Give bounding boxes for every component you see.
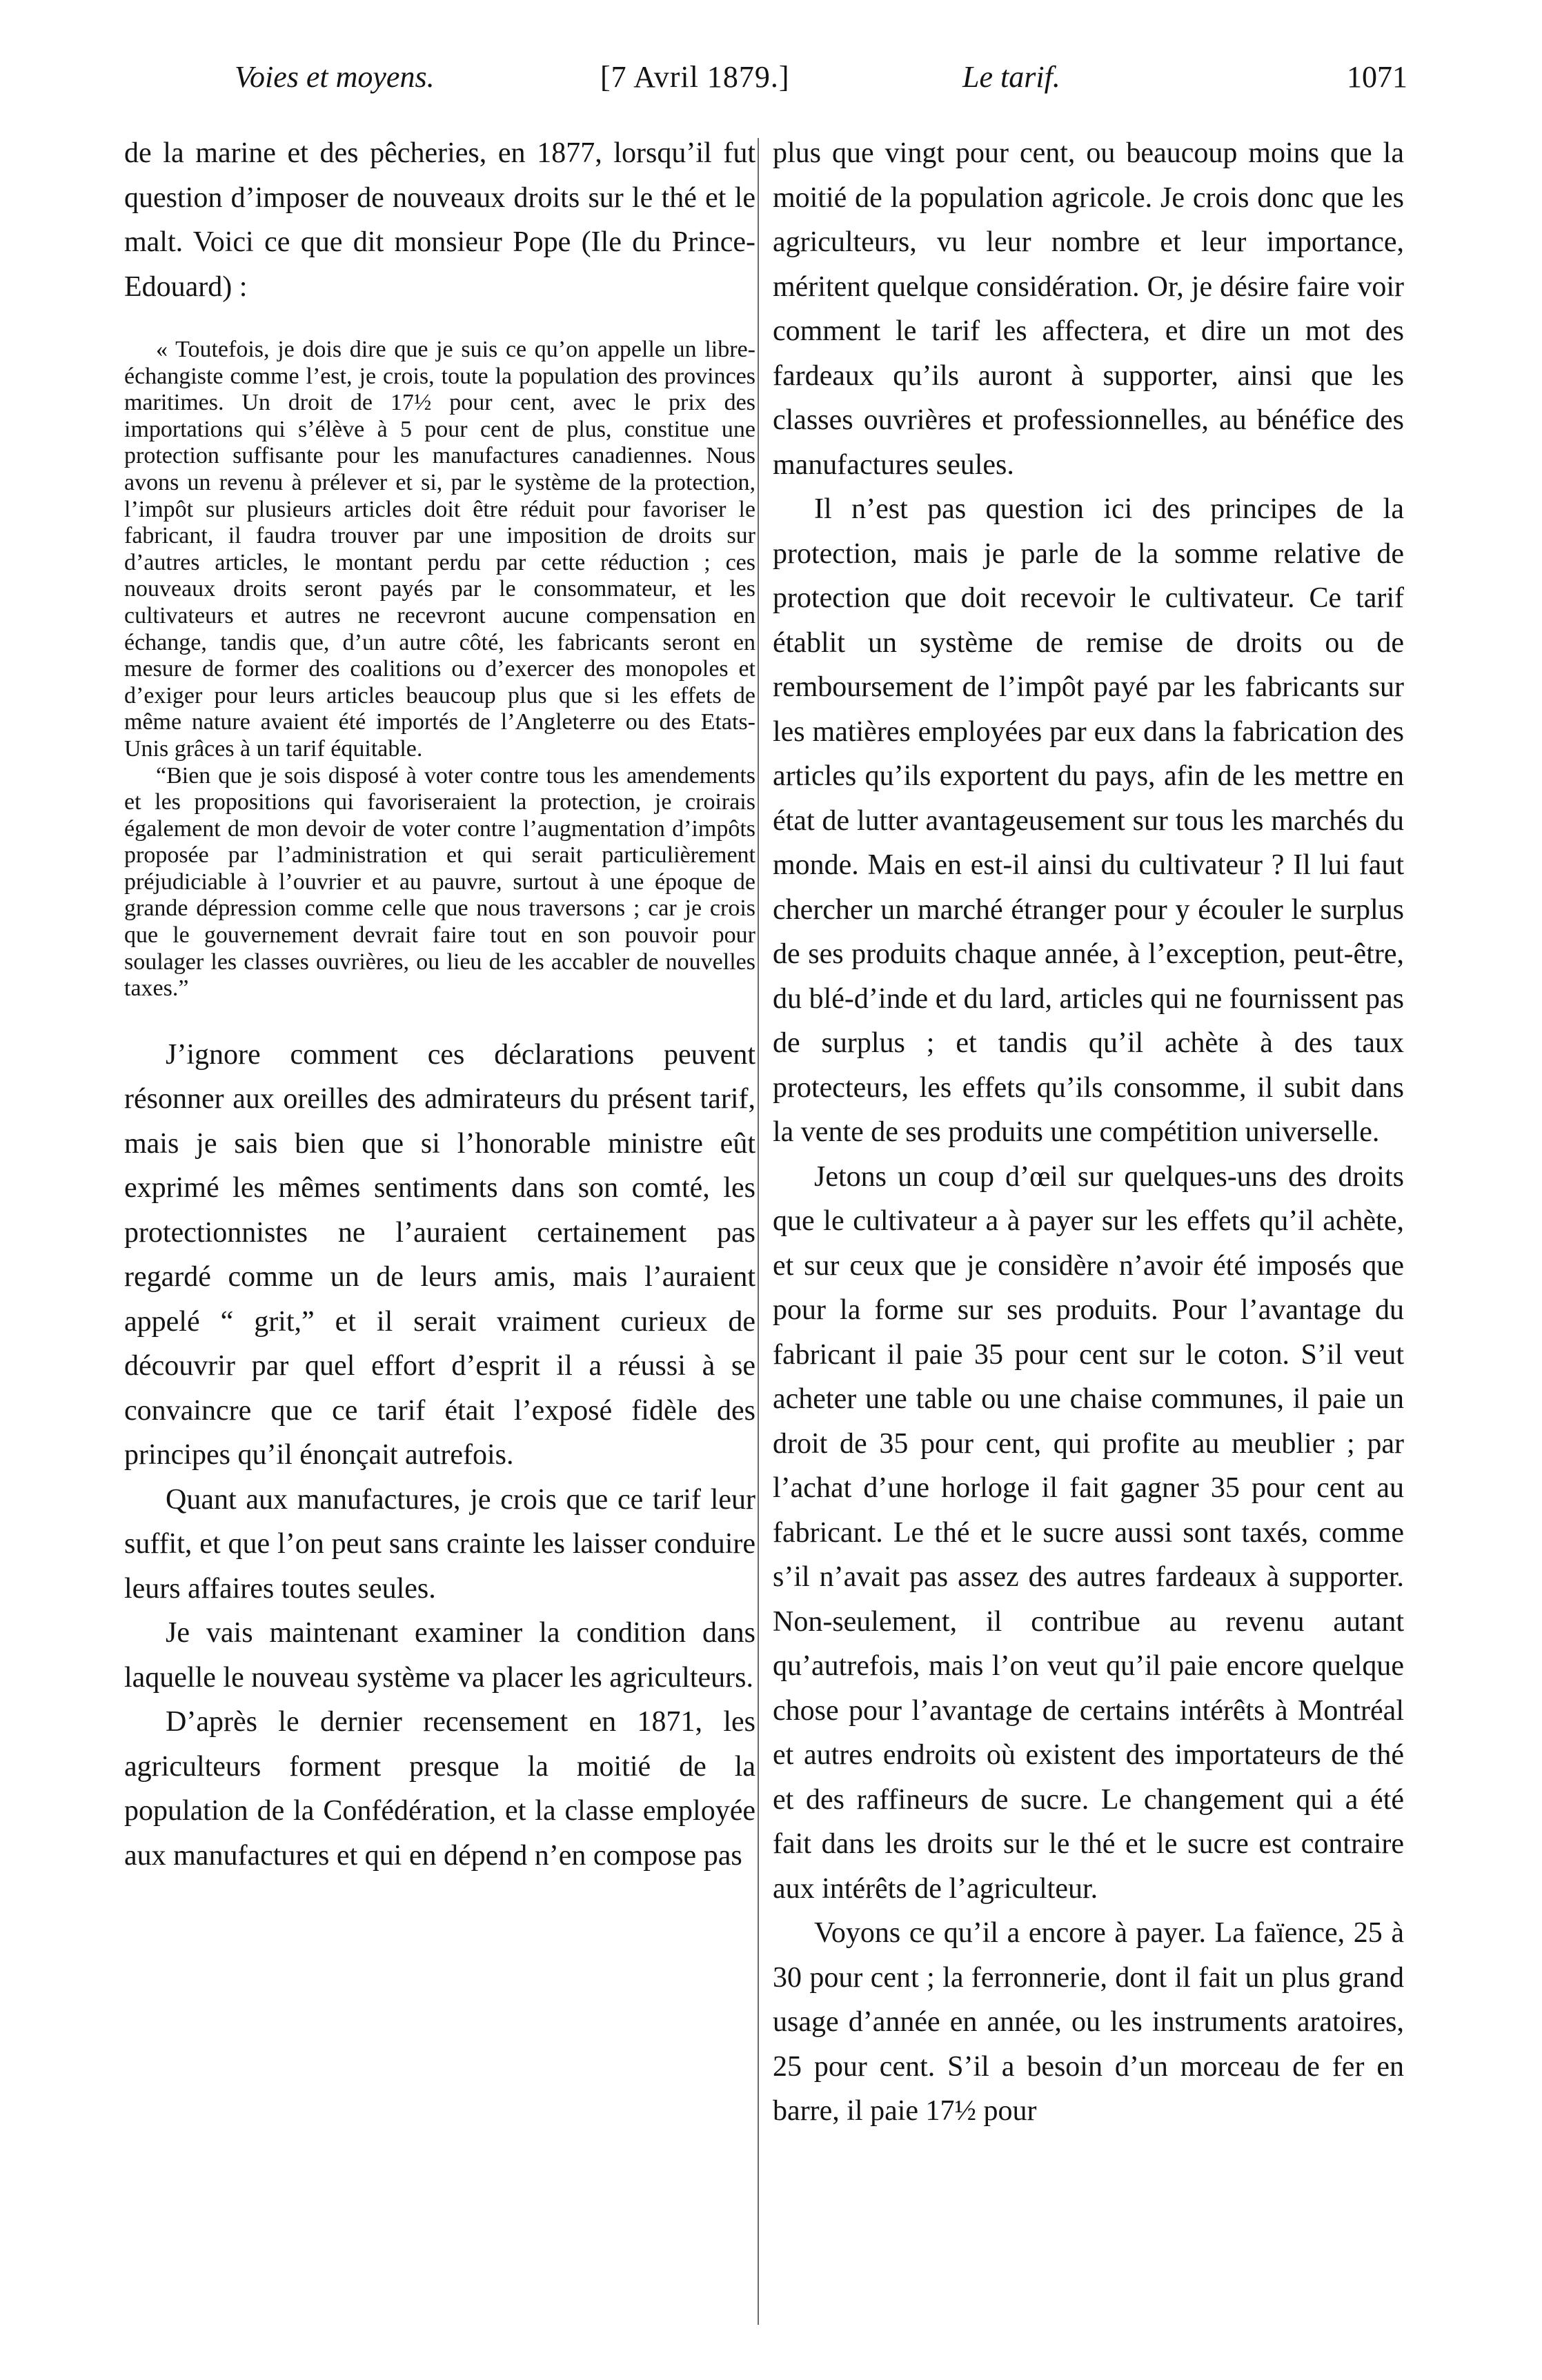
running-header: [235, 50, 1407, 105]
right-column: [773, 131, 1404, 2134]
paragraph: Voyons ce qu’il a encore à payer. La faïence, 25 à 30 pour cent ; la ferronnerie, dont il fait un plus grand usage d’année en année, ou les instruments aratoires, 25 pour cent. S’il a besoin d’un morceau de fer en barre, il paie 17½ pour: [773, 1917, 1404, 2127]
paragraph: D’après le dernier recensement en 1871, les agriculteurs forment presque la moitié de la population de la Confédération, et la classe employée aux manufactures et qui en dépend n’en compose pas: [124, 1706, 755, 1872]
paragraph: Quant aux manufactures, je crois que ce tarif leur suffit, et que l’on peut sans crainte les laisser conduire leurs affaires toutes seules.: [124, 1483, 755, 1605]
page-number: 1071: [1347, 60, 1407, 94]
section-title: Voies et moyens.: [235, 60, 435, 94]
quotation: “Bien que je sois disposé à voter contre tous les amendements et les propositions qui favoriseraient la protection, je croirais également de mon devoir de voter contre l’augmentation d’impôts proposée par l’administration et qui serait particulièrement préjudiciable à l’ouvrier et au pauvre, surtout à une époque de grande dépression comme celle que nous traversons ; car je crois que le gouvernement devrait faire tout en son pouvoir pour soulager les classes ouvrières, ou lieu de les accabler de nouvelles taxes.”: [124, 762, 755, 1002]
left-column: [124, 131, 755, 1878]
paragraph: plus que vingt pour cent, ou beaucoup moins que la moitié de la population agricole. Je crois donc que les agriculteurs, vu leur nombre et leur importance, méritent quelque considération. Or, je désire faire voir comment le tarif les affectera, et dire un mot des fardeaux qu’ils auront à supporter, ainsi que les classes ouvrières et professionnelles, au bénéfice des manufactures seules.: [773, 137, 1404, 481]
paragraph: Jetons un coup d’œil sur quelques-uns des droits que le cultivateur a à payer sur les effets qu’il achète, et sur ceux que je considère n’avoir été imposés que pour la forme sur ses produits. Pour l’avantage du fabricant il paie 35 pour cent sur le coton. S’il veut acheter une table ou une chaise communes, il paie un droit de 35 pour cent, qui profite au meublier ; par l’achat d’une horloge il fait gagner 35 pour cent au fabricant. Le thé et le sucre aussi sont taxés, comme s’il n’avait pas assez des autres fardeaux à supporter. Non-seulement, il contribue au revenu autant qu’autrefois, mais l’on veut qu’il paie encore quelque chose pour l’avantage de certains intérêts à Montréal et autres endroits où existent des importateurs de thé et des raffineurs de sucre. Le changement qui a été fait dans les droits sur le thé et le sucre est contraire aux intérêts de l’agriculteur.: [773, 1160, 1404, 1905]
quotation: « Toutefois, je dois dire que je suis ce qu’on appelle un libre-échangiste comme l’est, je crois, toute la population des provinces maritimes. Un droit de 17½ pour cent, avec le prix des importations qui s’élève à 5 pour cent de plus, constitue une protection suffisante pour les manufactures canadiennes. Nous avons un revenu à prélever et si, par le système de la protection, l’impôt sur plusieurs articles doit être réduit pour favoriser le fabricant, il faudra trouver par une imposition de droits sur d’autres articles, le montant perdu par cette réduction ; ces nouveaux droits seront payés par le consommateur, et les cultivateurs et autres ne recevront aucune compensation en échange, tandis que, d’un autre côté, les fabricants seront en mesure de former des coalitions ou d’exercer des monopoles et d’exiger pour leurs articles beaucoup plus que si les effets de même nature avaient été importés de l’Angleterre ou des Etats-Unis grâces à un tarif équitable.: [124, 337, 755, 762]
paragraph: Il n’est pas question ici des principes de la protection, mais je parle de la somme relative de protection que doit recevoir le cultivateur. Ce tarif établit un système de remise de droits ou de remboursement de l’impôt payé par les fabricants sur les matières employées par eux dans la fabrication des articles qu’ils exportent du pays, afin de les mettre en état de lutter avantageusement sur tous les marchés du monde. Mais en est-il ainsi du cultivateur ? Il lui faut chercher un marché étranger pour y écouler le surplus de ses produits chaque année, à l’exception, peut-être, du blé-d’inde et du lard, articles qui ne fournissent pas de surplus ; et tandis qu’il achète à des taux protecteurs, les effets qu’ils consomme, il subit dans la vente de ses produits une compétition universelle.: [773, 493, 1404, 1148]
column-divider: [758, 138, 759, 2325]
paragraph: J’ignore comment ces déclarations peuvent résonner aux oreilles des admirateurs du présent tarif, mais je sais bien que si l’honorable ministre eût exprimé les mêmes sentiments dans son comté, les protectionnistes ne l’auraient certainement pas regardé comme un de leurs amis, mais l’auraient appelé “ grit,” et il serait vraiment curieux de découvrir par quel effort d’esprit il a réussi à se convaincre que ce tarif était l’exposé fidèle des principes qu’il énonçait autrefois.: [124, 1038, 755, 1471]
date-heading: [7 Avril 1879.]: [600, 60, 790, 94]
paragraph: Je vais maintenant examiner la condition dans laquelle le nouveau système va placer les agriculteurs.: [124, 1617, 755, 1694]
topic-title: Le tarif.: [962, 60, 1060, 94]
paragraph: de la marine et des pêcheries, en 1877, lorsqu’il fut question d’imposer de nouveaux droits sur le thé et le malt. Voici ce que dit monsieur Pope (Ile du Prince-Edouard) :: [124, 137, 755, 303]
